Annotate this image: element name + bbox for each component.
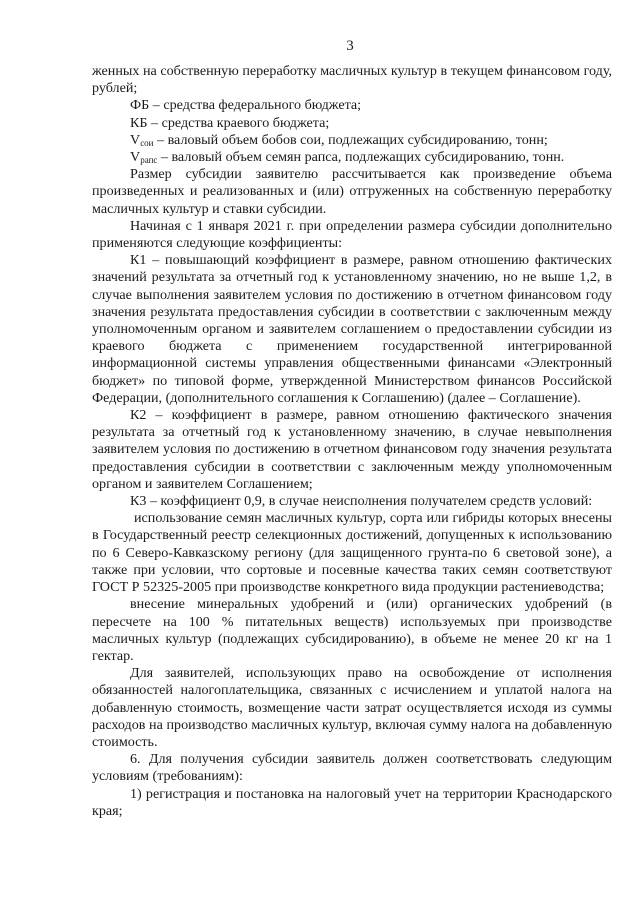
variable-subscript: рапс	[140, 155, 158, 166]
paragraph: Размер субсидии заявителю рассчитывается как произведение объема произведенных и реализованных и (или) отгруженных на собственную переработку масличных культур и ставки субсидии.	[92, 166, 612, 217]
paragraph-text: – валовый объем бобов сои, подлежащих субсидированию, тонн;	[153, 131, 548, 148]
paragraph: женных на собственную переработку масличных культур в текущем финансовом году, рублей;	[92, 63, 612, 97]
variable-symbol: V	[130, 149, 141, 166]
paragraph-text: – валовый объем семян рапса, подлежащих субсидированию, тонн.	[157, 149, 565, 166]
paragraph: 1) регистрация и постановка на налоговый учет на территории Краснодарского края;	[92, 785, 612, 819]
paragraph: К3 – коэффициент 0,9, в случае неисполнения получателем средств условий:	[130, 493, 593, 510]
variable-symbol: V	[130, 131, 141, 148]
paragraph: КБ – средства краевого бюджета;	[130, 114, 330, 131]
paragraph: ФБ – средства федерального бюджета;	[130, 97, 362, 114]
paragraph: использование семян масличных культур, сорта или гибриды которых внесены в Государственный реестр селекционных достижений, допущенных к использованию по 6 Северо-Кавказскому региону (для защищенного грунта-по 6 световой зоне), а также при условии, что сортовые и посевные качества таких семян соответствуют ГОСТ Р 52325-2005 при производстве конкретного вида продукции растениеводства;	[92, 510, 612, 596]
paragraph: Начиная с 1 января 2021 г. при определении размера субсидии дополнительно применяются следующие коэффициенты:	[92, 217, 612, 252]
paragraph: К2 – коэффициент в размере, равном отношению фактического значения результата за отчетный год к установленному значению, в случае невыполнения заявителем условия по достижению в отчетном финансовом году значения результата предоставления субсидии в соответствии с заключенным между уполномоченным органом и заявителем Соглашением;	[92, 407, 612, 492]
paragraph	[92, 149, 612, 166]
variable-subscript: сои	[140, 137, 154, 148]
document-body	[92, 63, 612, 820]
page-number: 3	[346, 38, 354, 54]
paragraph: Для заявителей, использующих право на освобождение от исполнения обязанностей налогоплательщика, связанных с исчислением и уплатой налога на добавленную стоимость, возмещение части затрат осуществляется исходя из суммы расходов на производство масличных культур, включая сумму налога на добавленную стоимость.	[92, 665, 612, 750]
paragraph: внесение минеральных удобрений и (или) органических удобрений (в пересчете на 100 % питательных веществ) используемых при производстве масличных культур (подлежащих субсидированию), в объеме не менее 20 кг на 1 гектар.	[92, 596, 612, 664]
paragraph: 6. Для получения субсидии заявитель должен соответствовать следующим условиям (требованиям):	[92, 751, 612, 785]
paragraph: К1 – повышающий коэффициент в размере, равном отношению фактических значений результата за отчетный год к установленному значению, но не выше 1,2, в случае выполнения заявителем условия по достижению в отчетном финансовом году значения результата предоставления субсидии в соответствии с заключенным между уполномоченным органом и заявителем соглашением о предоставлении субсидии из краевого бюджета с применением государственной интегрированной информационной системы управления общественными финансами «Электронный бюджет» по типовой форме, утвержденной Министерством финансов Российской Федерации, (дополнительного соглашения к Соглашению) (далее – Соглашение).	[92, 252, 612, 406]
paragraph	[92, 132, 612, 149]
